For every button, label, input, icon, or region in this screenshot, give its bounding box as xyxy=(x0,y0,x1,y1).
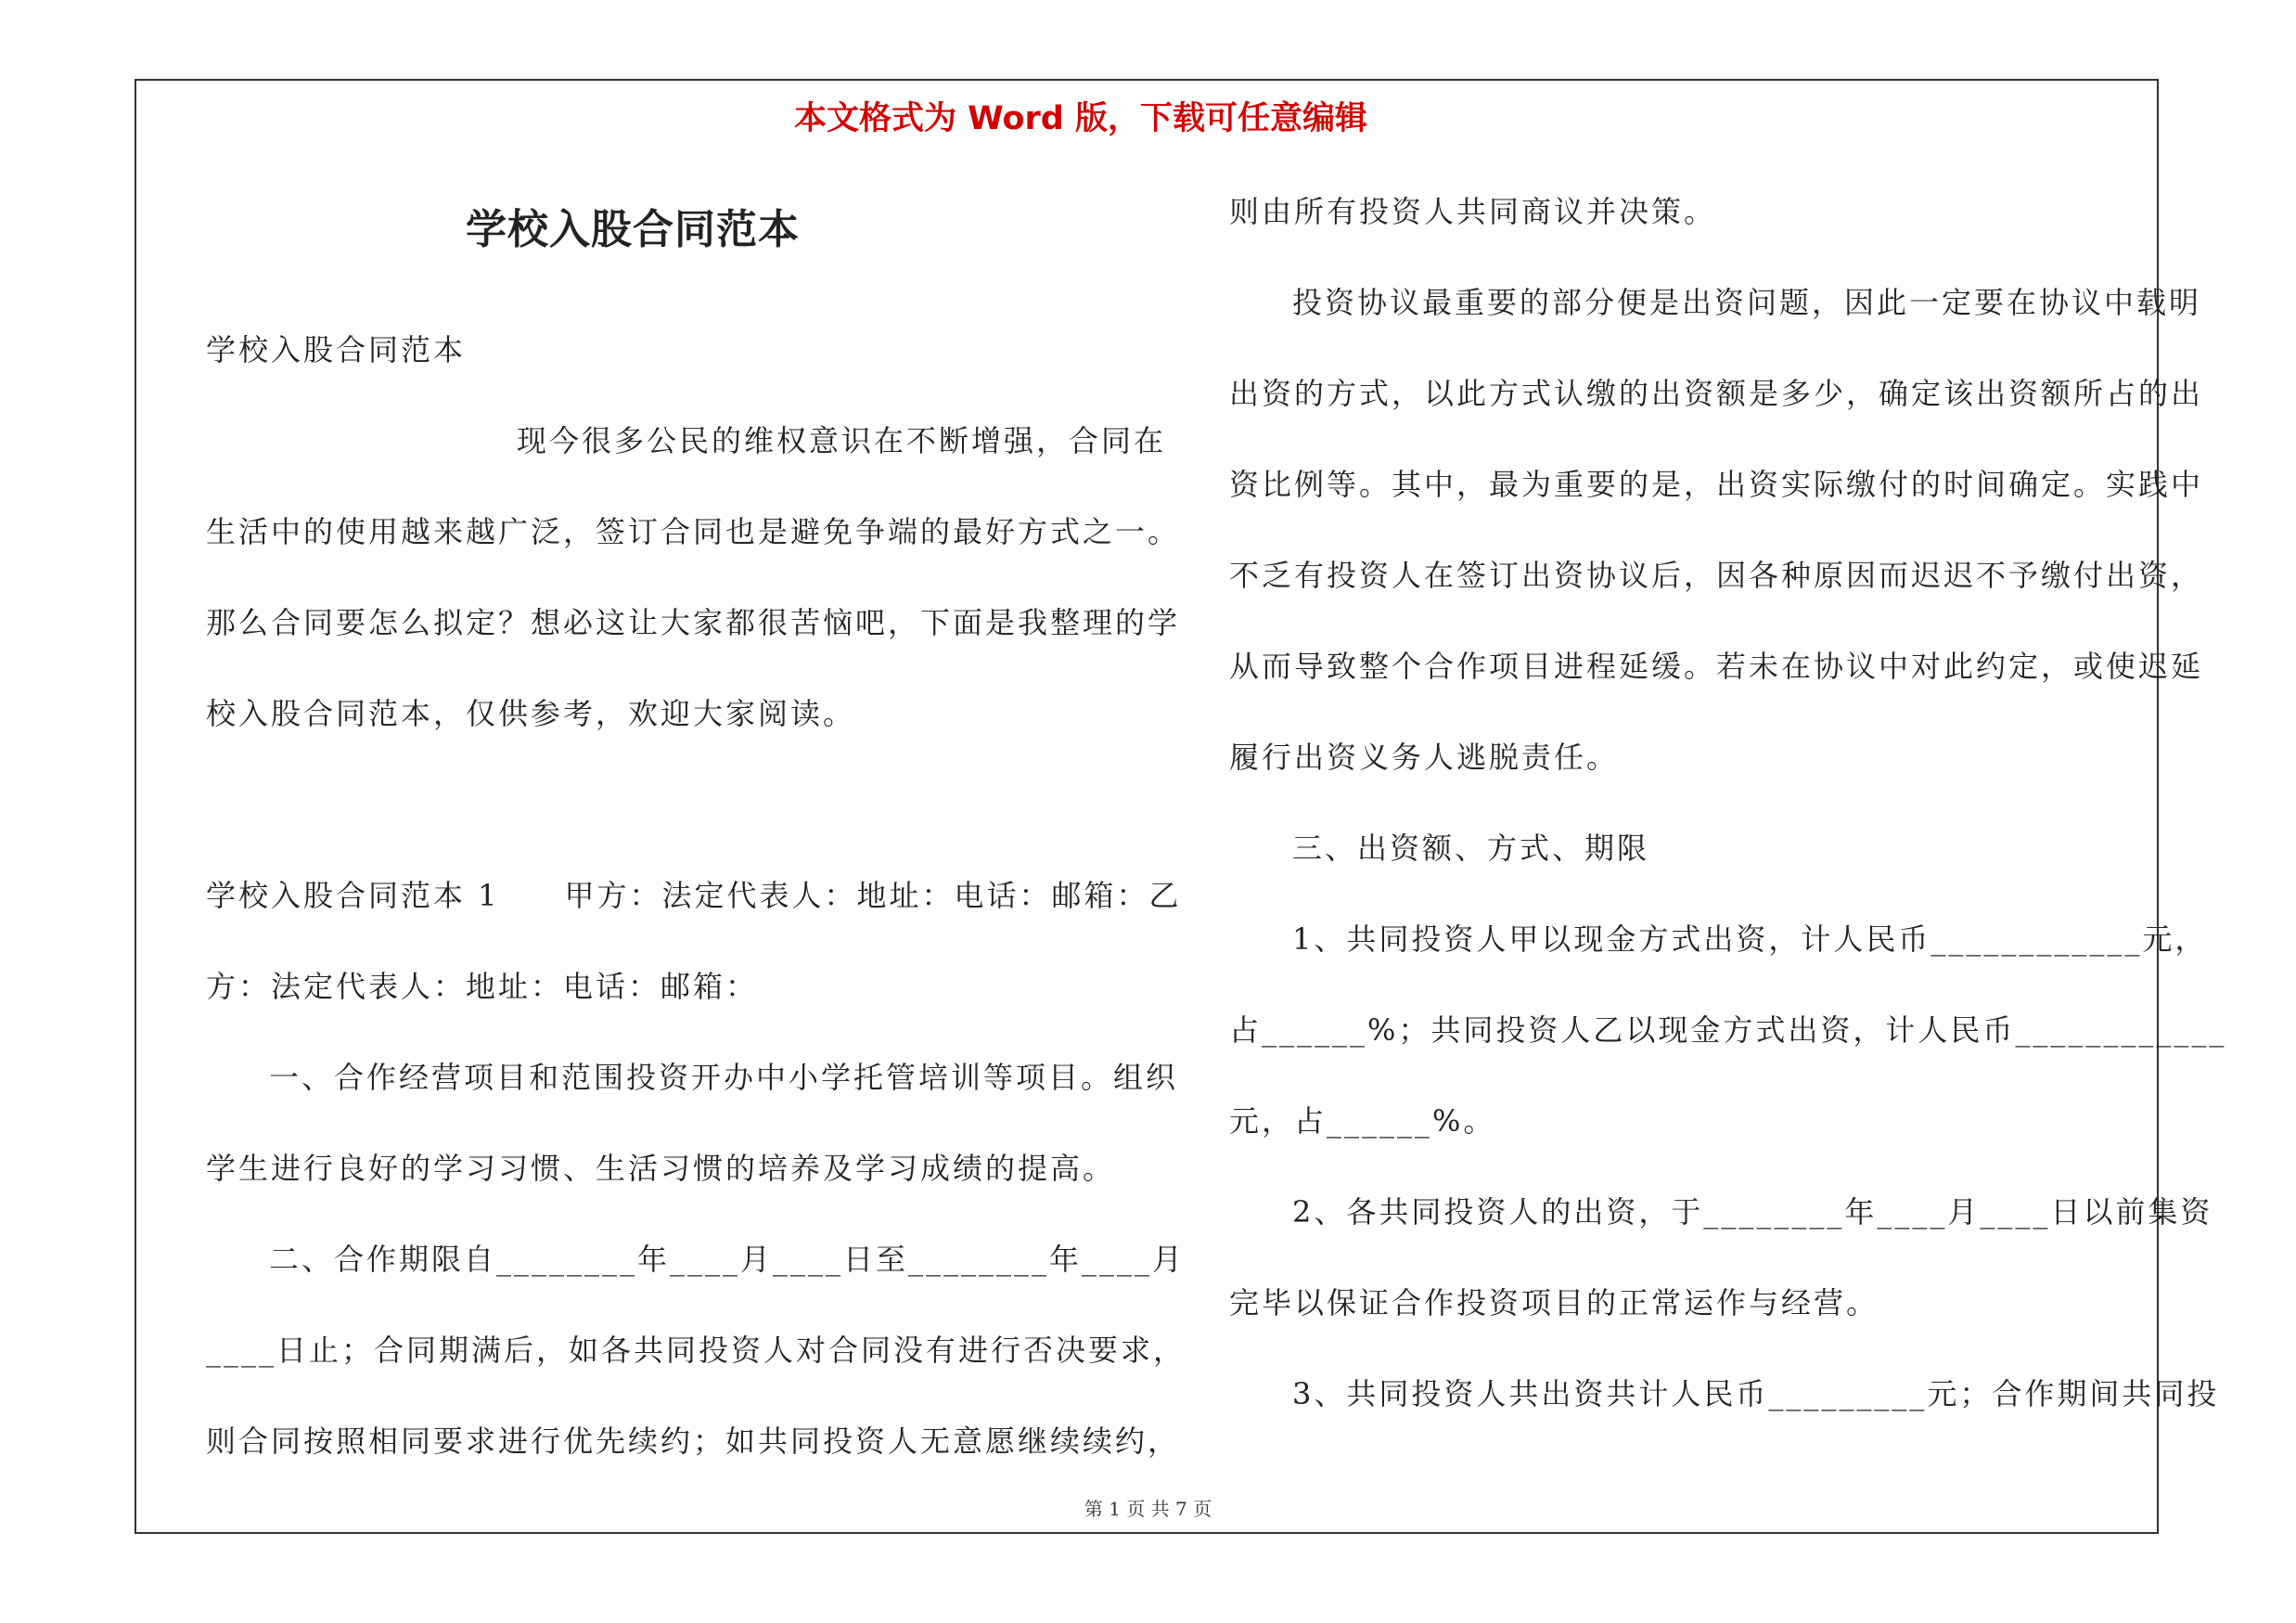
paragraph-line: ____日止；合同期满后，如各共同投资人对合同没有进行否决要求， xyxy=(206,1333,1186,1368)
paragraph-line: 学校入股合同范本 xyxy=(206,332,467,367)
paragraph-line: 现今很多公民的维权意识在不断增强，合同在 xyxy=(517,423,1167,458)
paragraph-line: 二、合作期限自________年____月____日至________年____月 xyxy=(269,1242,1186,1277)
paragraph-line: 生活中的使用越来越广泛，签订合同也是避免争端的最好方式之一。 xyxy=(206,514,1181,549)
paragraph-line: 元，占______%。 xyxy=(1229,1103,1496,1139)
paragraph-line: 履行出资义务人逃脱责任。 xyxy=(1229,740,1620,775)
paragraph-line: 那么合同要怎么拟定？想必这让大家都很苦恼吧，下面是我整理的学 xyxy=(206,605,1181,640)
paragraph-line: 不乏有投资人在签订出资协议后，因各种原因而迟迟不予缴付出资， xyxy=(1229,558,2204,593)
section-heading: 三、出资额、方式、期限 xyxy=(1292,831,1650,866)
paragraph-line: 则由所有投资人共同商议并决策。 xyxy=(1229,194,1717,229)
paragraph-line: 资比例等。其中，最为重要的是，出资实际缴付的时间确定。实践中 xyxy=(1229,467,2204,502)
document-title: 学校入股合同范本 xyxy=(466,206,800,253)
paragraph-line: 出资的方式，以此方式认缴的出资额是多少，确定该出资额所占的出 xyxy=(1229,376,2204,411)
paragraph-line: 3、共同投资人共出资共计人民币_________元；合作期间共同投 xyxy=(1292,1376,2220,1411)
paragraph-line: 投资协议最重要的部分便是出资问题，因此一定要在协议中载明 xyxy=(1292,285,2202,320)
paragraph-line: 一、合作经营项目和范围投资开办中小学托管培训等项目。组织 xyxy=(269,1060,1179,1095)
paragraph-line: 校入股合同范本，仅供参考，欢迎大家阅读。 xyxy=(206,696,856,731)
paragraph-line: 学生进行良好的学习习惯、生活习惯的培养及学习成绩的提高。 xyxy=(206,1151,1116,1186)
edit-notice-banner: 本文格式为 Word 版，下载可任意编辑 xyxy=(793,100,1368,137)
page-number-footer: 第 1 页 共 7 页 xyxy=(1084,1498,1212,1520)
paragraph-line: 2、各共同投资人的出资，于________年____月____日以前集资 xyxy=(1292,1194,2213,1230)
paragraph-line: 完毕以保证合作投资项目的正常运作与经营。 xyxy=(1229,1285,1879,1320)
paragraph-line: 学校入股合同范本 1 甲方：法定代表人：地址：电话：邮箱：乙 xyxy=(206,878,1182,913)
paragraph-line: 1、共同投资人甲以现金方式出资，计人民币____________元， xyxy=(1292,921,2208,957)
paragraph-line: 则合同按照相同要求进行优先续约；如共同投资人无意愿继续续约， xyxy=(206,1423,1181,1459)
paragraph-line: 方：法定代表人：地址：电话：邮箱： xyxy=(206,969,759,1004)
paragraph-line: 占______%；共同投资人乙以现金方式出资，计人民币____________ xyxy=(1229,1012,2227,1048)
paragraph-line: 从而导致整个合作项目进程延缓。若未在协议中对此约定，或使迟延 xyxy=(1229,649,2204,684)
